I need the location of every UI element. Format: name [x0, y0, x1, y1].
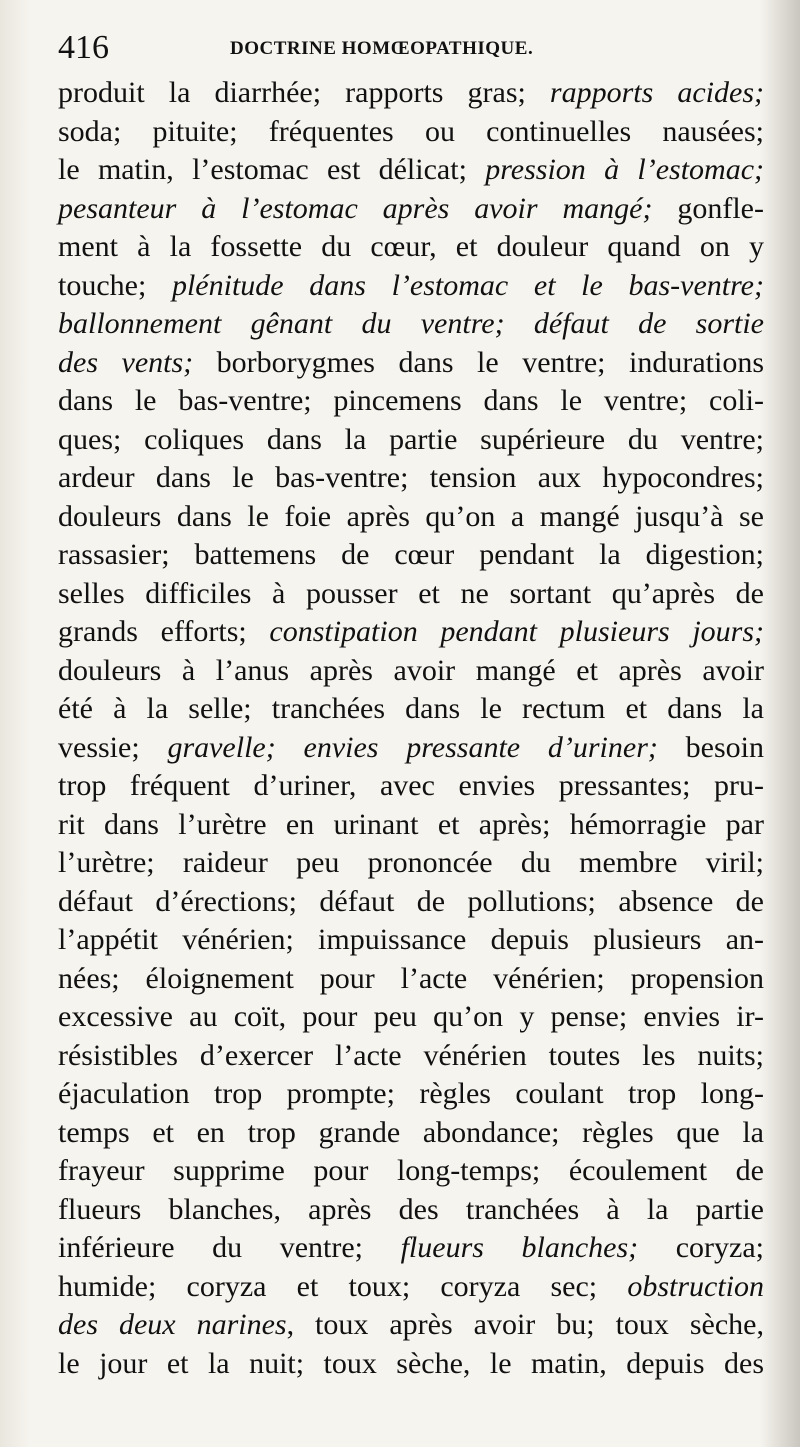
text-segment: nées; éloignement pour l’acte vénérien; propension	[58, 961, 764, 995]
text-segment: coryza;	[638, 1231, 764, 1264]
text-segment: éjaculation trop prompte; règles coulant trop long-	[58, 1077, 764, 1110]
text-segment: rassasier; battemens de cœur pendant la digestion;	[58, 538, 764, 571]
text-segment: résistibles d’exercer l’acte vénérien toutes les nuits;	[58, 1038, 764, 1072]
text-line	[58, 1229, 764, 1268]
text-segment: vessie;	[58, 730, 168, 764]
page-number: 416	[58, 29, 109, 66]
text-segment: rit dans l’urètre en urinant et après; hémorragie par	[58, 807, 764, 841]
running-title: DOCTRINE HOMŒOPATHIQUE.	[230, 38, 534, 59]
text-segment: excessive au coït, pour peu qu’on y pense; envies ir-	[58, 1000, 764, 1033]
text-line	[58, 74, 764, 113]
text-segment: flueurs blanches, après des tranchées à la partie	[58, 1192, 764, 1226]
text-line	[58, 113, 764, 152]
text-segment: , toux après avoir bu; toux sèche,	[286, 1308, 764, 1341]
text-line	[58, 767, 764, 806]
italic-text-segment: plénitude dans l’estomac et le bas-ventre;	[171, 268, 764, 302]
text-line	[58, 883, 764, 922]
text-line	[58, 536, 764, 575]
italic-text-segment: ballonnement gênant du ventre; défaut de sortie	[58, 307, 764, 340]
italic-text-segment: pesanteur à l’estomac après avoir mangé;	[58, 191, 653, 225]
text-segment: soda; pituite; fréquentes ou continuelles nausées;	[58, 114, 764, 148]
text-segment: selles difficiles à pousser et ne sortant qu’après de	[58, 576, 764, 610]
text-line	[58, 1191, 764, 1230]
text-line	[58, 267, 764, 306]
text-line	[58, 613, 764, 652]
text-segment: gonfle-	[652, 191, 764, 225]
text-line	[58, 1075, 764, 1114]
italic-text-segment: gravelle; envies pressante d’uriner;	[167, 730, 658, 764]
italic-text-segment: des vents;	[58, 345, 194, 379]
text-segment: le jour et la nuit; toux sèche, le matin, depuis des	[58, 1346, 764, 1380]
text-line	[58, 1345, 764, 1384]
text-segment: ment à la fossette du cœur, et douleur quand on y	[58, 230, 764, 263]
text-line	[58, 382, 764, 421]
text-segment: l’urètre; raideur peu prononcée du membre viril;	[58, 846, 764, 879]
text-segment: été à la selle; tranchées dans le rectum et dans la	[58, 692, 764, 725]
text-segment: dans le bas-ventre; pincemens dans le ventre; coli-	[58, 384, 764, 417]
text-line	[58, 459, 764, 498]
text-line	[58, 151, 764, 190]
text-segment: grands efforts;	[58, 615, 270, 648]
text-line	[58, 1268, 764, 1307]
text-line	[58, 729, 764, 768]
text-segment: besoin	[657, 730, 764, 764]
text-segment: le matin, l’estomac est délicat;	[58, 153, 486, 186]
text-segment: frayeur supprime pour long-temps; écoulement de	[58, 1154, 764, 1187]
text-line	[58, 344, 764, 383]
text-line	[58, 998, 764, 1037]
text-segment: inférieure du ventre;	[58, 1231, 401, 1264]
italic-text-segment: rapports acides;	[549, 76, 764, 109]
text-line	[58, 844, 764, 883]
text-segment: touche;	[58, 268, 172, 302]
text-line	[58, 921, 764, 960]
text-line	[58, 498, 764, 537]
text-segment: ques; coliques dans la partie supérieure du ventre;	[58, 422, 764, 456]
italic-text-segment: obstruction	[627, 1269, 764, 1303]
text-line	[58, 575, 764, 614]
body-text	[58, 74, 764, 1383]
text-line	[58, 1114, 764, 1153]
text-segment: produit la diarrhée; rapports gras;	[58, 76, 550, 109]
text-segment: douleurs dans le foie après qu’on a mangé jusqu’à se	[58, 499, 764, 533]
italic-text-segment: constipation pendant plusieurs jours;	[269, 615, 764, 648]
text-line	[58, 1306, 764, 1345]
text-segment: humide; coryza et toux; coryza sec;	[58, 1269, 628, 1303]
page-header	[58, 28, 768, 68]
text-line	[58, 690, 764, 729]
text-line	[58, 1037, 764, 1076]
text-segment: temps et en trop grande abondance; règles que la	[58, 1115, 764, 1149]
text-line	[58, 421, 764, 460]
text-segment: trop fréquent d’uriner, avec envies pressantes; pru-	[58, 769, 764, 802]
text-segment: défaut d’érections; défaut de pollutions; absence de	[58, 884, 764, 918]
italic-text-segment: pression à l’estomac;	[485, 153, 765, 186]
text-line	[58, 960, 764, 999]
text-segment: l’appétit vénérien; impuissance depuis plusieurs an-	[58, 923, 764, 956]
text-line	[58, 652, 764, 691]
italic-text-segment: des deux narines	[58, 1308, 287, 1341]
italic-text-segment: flueurs blanches;	[400, 1231, 639, 1264]
text-segment: douleurs à l’anus après avoir mangé et après avoir	[58, 653, 764, 687]
text-line	[58, 190, 764, 229]
text-segment: borborygmes dans le ventre; indurations	[193, 345, 764, 379]
text-segment: ardeur dans le bas-ventre; tension aux hypocondres;	[58, 461, 764, 494]
text-line	[58, 305, 764, 344]
text-line	[58, 806, 764, 845]
text-line	[58, 1152, 764, 1191]
text-line	[58, 228, 764, 267]
